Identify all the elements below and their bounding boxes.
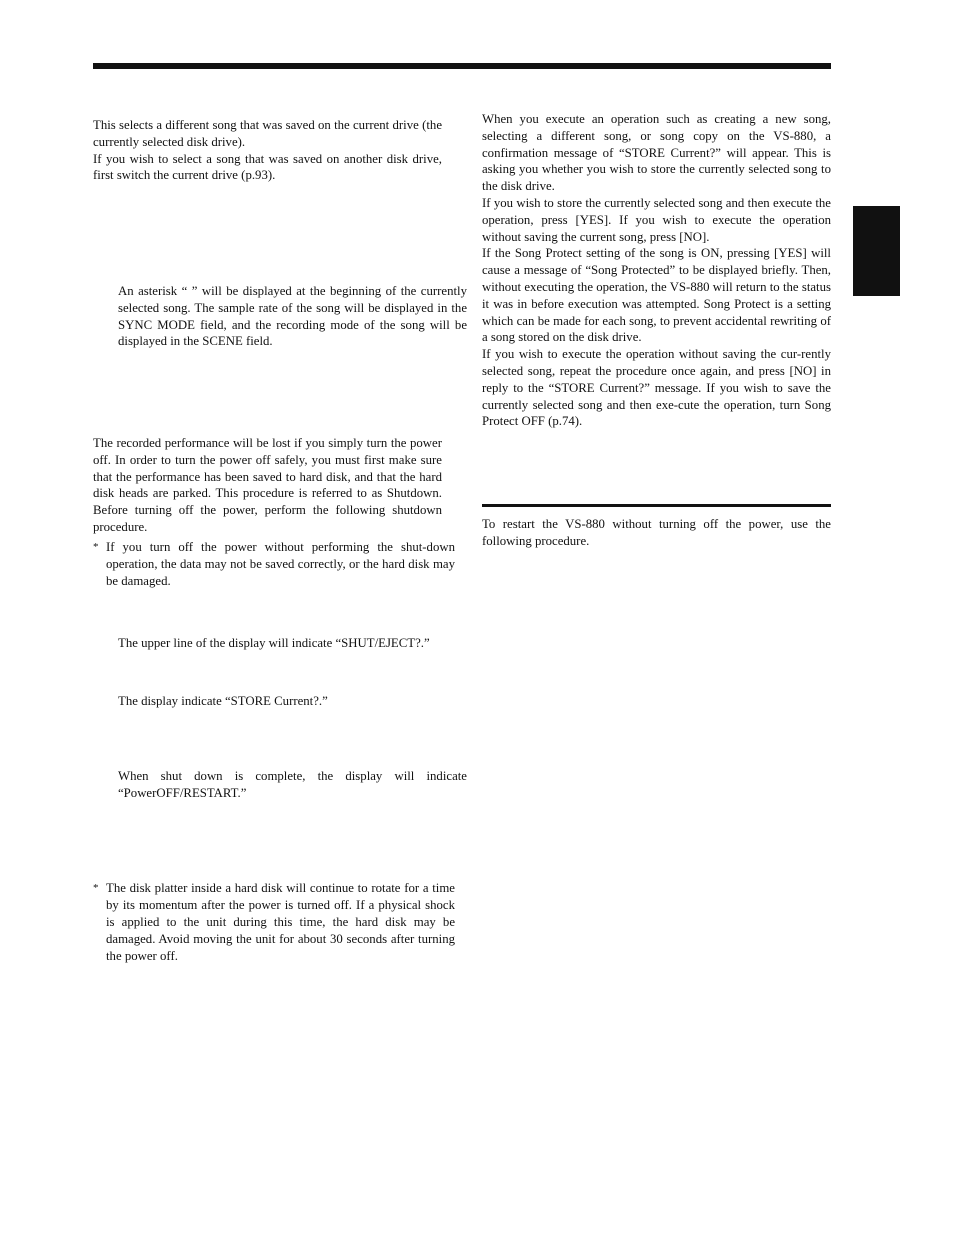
step-display-store-current (93, 693, 467, 710)
paragraph: This selects a different song that was saved on the current drive (the currently selected disk drive). (93, 118, 442, 149)
song-select-intro (93, 117, 442, 184)
paragraph: If you wish to select a song that was saved on another disk drive, first switch the current drive (p.93). (93, 151, 442, 183)
paragraph: The disk platter inside a hard disk will continue to rotate for a time by its momentum after the power is turned off. If a physical shock is applied to the unit during this time, the hard disk may be damaged. Avoid moving the unit for about 30 seconds after turning the power off. (106, 881, 455, 963)
paragraph: The recorded performance will be lost if you simply turn the power off. In order to turn the power off safely, you must first make sure that the performance has been saved to hard disk, and that the hard disk heads are parked. This procedure is referred to as Shutdown. Before turning off the power, perform the following shutdown procedure. (93, 436, 442, 534)
paragraph: If you wish to execute the operation without saving the cur-rently selected song, repeat the procedure once again, and press [NO] in reply to the “STORE Current?” message. If you wish to save the currently selected song and then exe-cute the operation, turn Song Protect OFF (p.74). (482, 347, 831, 429)
step-display-shut-eject (93, 635, 467, 652)
step-display-poweroff (93, 768, 467, 802)
paragraph: If you turn off the power without performing the shut-down operation, the data may not be saved correctly, or the hard disk may be damaged. (106, 540, 455, 588)
store-current-section (482, 111, 831, 430)
paragraph: If the Song Protect setting of the song is ON, pressing [YES] will cause a message of “Song Protected” to be displayed briefly. Then, without executing the operation, the VS-880 will return to the status it was in before execution was attempted. Song Protect is a setting which can be made for each song, to prevent accidental rewriting of a song stored on the disk drive. (482, 246, 831, 345)
asterisk-note (93, 283, 467, 350)
shutdown-intro (93, 435, 442, 536)
note-marker: * (93, 541, 99, 553)
paragraph: When shut down is complete, the display will indicate “PowerOFF/RESTART.” (118, 769, 467, 800)
shutdown-warning-note (93, 539, 455, 589)
paragraph: If you wish to store the currently selected song and then execute the operation, press [YES]. If you wish to execute the operation without saving the current song, press [NO]. (482, 195, 831, 244)
section-rule (482, 504, 831, 507)
paragraph: An asterisk “ ” will be displayed at the beginning of the currently selected song. The sample rate of the song will be displayed in the SYNC MODE field, and the recording mode of the song will be displayed in the SCENE field. (118, 284, 467, 349)
restart-intro (482, 516, 831, 550)
paragraph: To restart the VS-880 without turning off the power, use the following procedure. (482, 517, 831, 548)
paragraph: When you execute an operation such as creating a new song, selecting a different song, or song copy on the VS-880, a confirmation message of “STORE Current?” will appear. This is asking you whether you wish to store the currently selected song to the disk drive. (482, 112, 831, 194)
chapter-tab-marker (853, 206, 900, 296)
paragraph: The upper line of the display will indicate “SHUT/EJECT?.” (118, 636, 430, 650)
top-rule (93, 63, 831, 69)
disk-platter-note (93, 880, 455, 964)
note-marker: * (93, 882, 99, 895)
paragraph: The display indicate “STORE Current?.” (118, 694, 328, 708)
